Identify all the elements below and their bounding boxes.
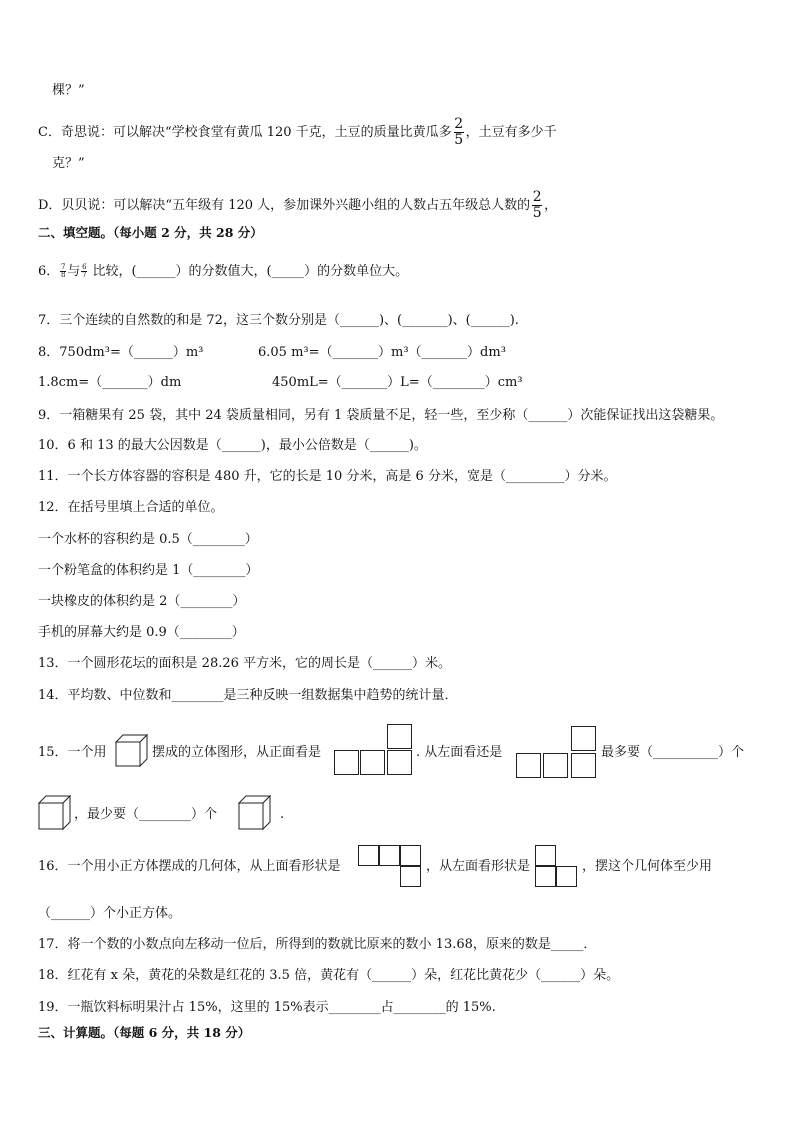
question-15-text-d: 最多要（__________）个 <box>601 745 745 760</box>
fraction-two-fifths: $\frac{2}{5}$ <box>454 116 464 148</box>
question-8-d: 450mL=（_______）L=（________）cm³ <box>272 375 523 390</box>
fraction-two-fifths: $\frac{2}{5}$ <box>532 189 542 221</box>
question-19: 19．一瓶饮料标明果汁占 15%，这里的 15%表示________占________的 15%. <box>38 1000 496 1015</box>
question-11: 11．一个长方体容器的容积是 480 升，它的长是 10 分米，高是 6 分米，宽是（_________）分米。 <box>38 469 617 484</box>
question-15-text-e: ，最少要（________）个 <box>74 807 218 822</box>
front-view-grid <box>334 724 414 778</box>
question-7: 7．三个连续的自然数的和是 72，这三个数分别是（______)、(_______)、(______). <box>38 313 519 328</box>
top-view-grid <box>358 845 424 887</box>
small-cube-icon <box>38 795 72 831</box>
question-14: 14．平均数、中位数和________是三种反映一组数据集中趋势的统计量． <box>38 688 458 703</box>
question-12-item-3: 一块橡皮的体积约是 2（________） <box>38 594 246 609</box>
question-15-text-a: 15．一个用 <box>38 745 107 760</box>
question-12-title: 12．在括号里填上合适的单位。 <box>38 500 224 515</box>
small-cube-icon <box>115 734 149 768</box>
left-view-grid <box>535 845 579 887</box>
question-17: 17．将一个数的小数点向左移动一位后，所得到的数就比原来的数小 13.68，原来的数是_____． <box>38 937 597 952</box>
question-12-item-1: 一个水杯的容积约是 0.5（________） <box>38 532 258 547</box>
option-c-tail: 克？” <box>52 156 85 171</box>
section-2-heading: 二、填空题。（每小题 2 分，共 28 分） <box>38 225 263 240</box>
question-6: 6． $\frac{7}{8}$ 与 $\frac{6}{7}$ 比较，(______）的分数值大，(_____）的分数单位大。 <box>38 263 409 279</box>
question-8-a: 8．750dm³=（______）m³ <box>38 345 204 360</box>
option-c-text-2: ，土豆有多少千 <box>465 125 557 140</box>
question-16-text-d: （______）个小正方体。 <box>38 906 182 921</box>
question-18: 18．红花有 x 朵，黄花的朵数是红花的 3.5 倍，黄花有（______）朵，红花比黄花少（______）朵。 <box>38 968 620 983</box>
question-12-item-2: 一个粉笔盒的体积约是 1（________） <box>38 563 259 578</box>
question-9: 9．一箱糖果有 25 袋，其中 24 袋质量相同，另有 1 袋质量不足，轻一些，至少称（______）次能保证找出这袋糖果。 <box>38 408 724 423</box>
left-view-grid <box>516 726 598 780</box>
question-16-text-b: ，从左面看形状是 <box>426 859 531 874</box>
fraction-6-7: $\frac{6}{7}$ <box>82 263 87 279</box>
question-15-text-c: . 从左面看还是 <box>416 745 503 760</box>
question-16-text-c: ，摆这个几何体至少用 <box>582 859 713 874</box>
question-15-text-b: 摆成的立体图形，从正面看是 <box>152 745 322 760</box>
question-12-item-4: 手机的屏幕大约是 0.9（________） <box>38 625 245 640</box>
section-3-heading: 三、计算题。（每题 6 分，共 18 分） <box>38 1025 251 1040</box>
question-10: 10．6 和 13 的最大公因数是（______)，最小公倍数是（______)。 <box>38 438 427 453</box>
question-8-c: 1.8cm=（_______）dm <box>38 375 182 390</box>
option-d <box>38 190 557 221</box>
question-8-b: 6.05 m³=（_______）m³（_______）dm³ <box>258 345 506 360</box>
question-15-text-f: . <box>280 807 285 822</box>
question-13: 13．一个圆形花坛的面积是 28.26 平方米，它的周长是（______）米。 <box>38 656 452 671</box>
question-16-text-a: 16．一个用小正方体摆成的几何体，从上面看形状是 <box>38 859 341 874</box>
option-b-tail: 棵？” <box>52 83 85 98</box>
fraction-7-8: $\frac{7}{8}$ <box>61 263 66 279</box>
option-d-text-2: ， <box>544 198 558 213</box>
option-c-text-1: C．奇思说：可以解决“学校食堂有黄瓜 120 千克，土豆的质量比黄瓜多 <box>38 125 452 140</box>
small-cube-icon <box>238 795 272 831</box>
option-d-text-1: D．贝贝说：可以解决“五年级有 120 人，参加课外兴趣小组的人数占五年级总人数的 <box>38 198 531 213</box>
option-c <box>38 117 557 148</box>
